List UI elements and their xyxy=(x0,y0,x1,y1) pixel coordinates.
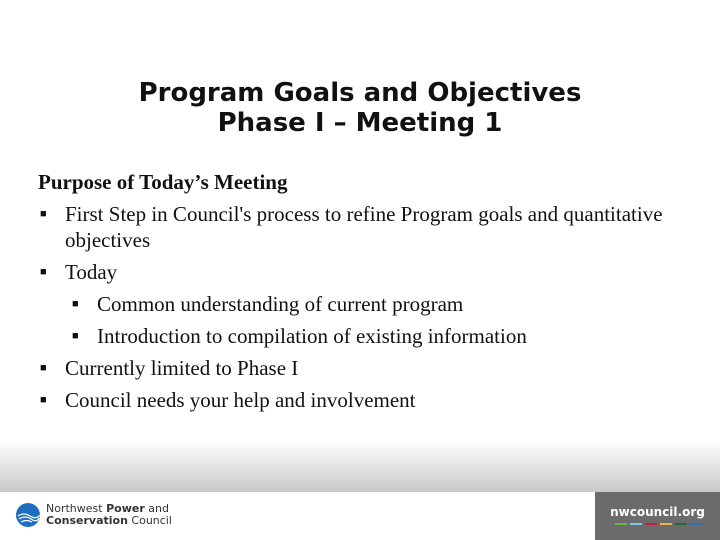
wave-globe-icon xyxy=(16,503,40,527)
bullet-item xyxy=(38,259,678,285)
color-dash xyxy=(675,523,687,525)
slide-title xyxy=(0,78,720,138)
section-heading: Purpose of Today’s Meeting xyxy=(38,170,288,194)
bullet-text: First Step in Council's process to refine Program goals and quantitative objectives xyxy=(65,202,663,252)
logo-text: Northwest xyxy=(46,502,107,515)
title-line-2: Phase I – Meeting 1 xyxy=(217,108,503,138)
footer xyxy=(0,492,720,540)
logo-text: Council xyxy=(127,514,172,527)
sub-bullet-item xyxy=(70,323,678,349)
bullet-text: Today xyxy=(65,260,118,284)
color-dash xyxy=(660,523,672,525)
color-dash xyxy=(690,523,702,525)
square-bullet-icon: ■ xyxy=(40,394,47,406)
square-bullet-icon: ■ xyxy=(72,298,79,310)
council-logo xyxy=(16,503,172,527)
logo-text: and xyxy=(144,502,169,515)
color-dash xyxy=(645,523,657,525)
title-line-1: Program Goals and Objectives xyxy=(138,78,582,108)
bullet-text: Common understanding of current program xyxy=(97,292,464,316)
bullet-text: Currently limited to Phase I xyxy=(65,356,299,380)
bullet-text: Introduction to compilation of existing information xyxy=(97,324,527,348)
color-dash xyxy=(615,523,627,525)
slide-content xyxy=(38,170,678,419)
square-bullet-icon: ■ xyxy=(72,330,79,342)
logo-text: Power xyxy=(106,502,145,515)
bullet-item xyxy=(38,201,678,253)
bullet-item xyxy=(38,355,678,381)
logo-text: Conservation xyxy=(46,514,128,527)
sub-bullet-item xyxy=(70,291,678,317)
square-bullet-icon: ■ xyxy=(40,362,47,374)
square-bullet-icon: ■ xyxy=(40,208,47,220)
footer-shadow xyxy=(0,440,720,492)
website-link[interactable]: nwcouncil.org xyxy=(610,505,705,519)
color-dashes xyxy=(615,523,702,525)
square-bullet-icon: ■ xyxy=(40,266,47,278)
website-badge xyxy=(595,492,720,540)
color-dash xyxy=(630,523,642,525)
bullet-text: Council needs your help and involvement xyxy=(65,388,416,412)
bullet-item xyxy=(38,387,678,413)
